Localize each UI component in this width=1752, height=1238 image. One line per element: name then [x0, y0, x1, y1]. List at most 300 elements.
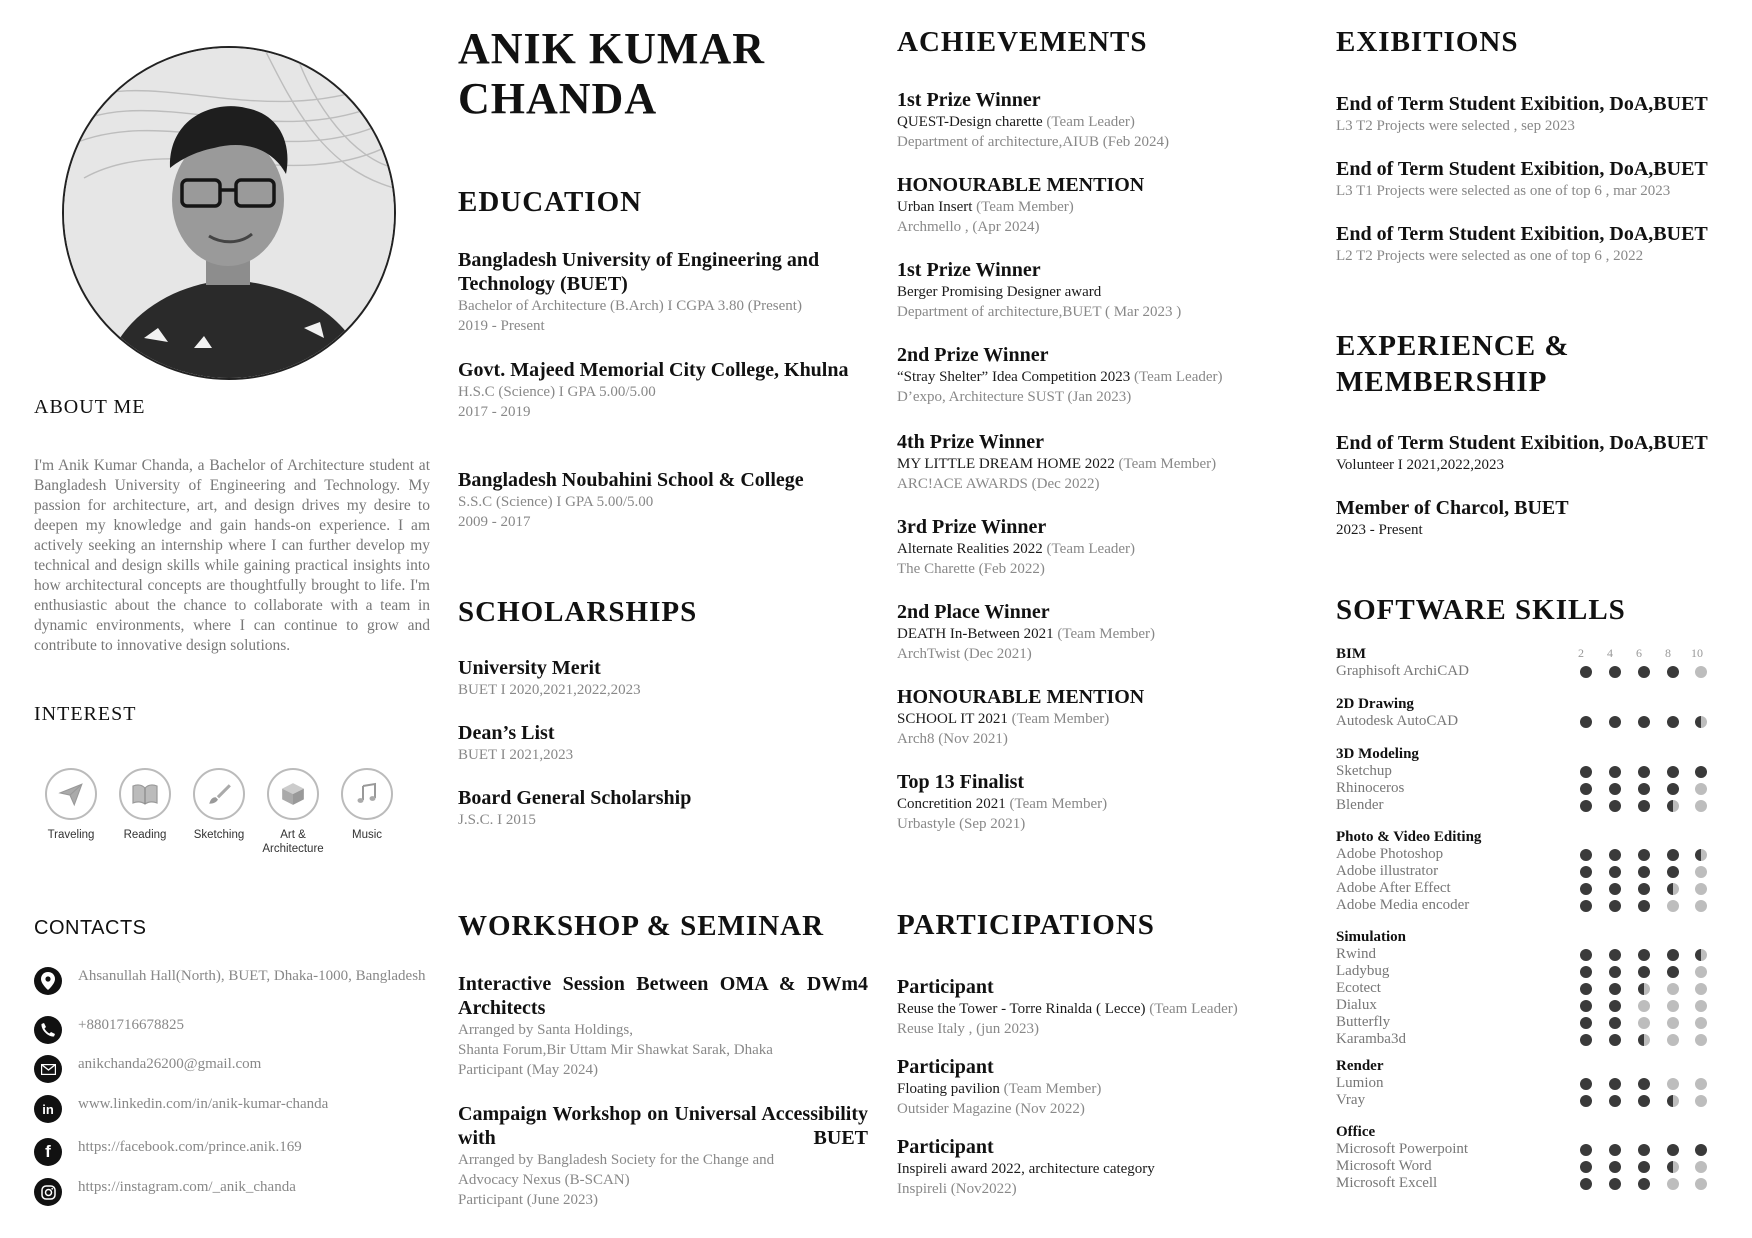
achievement-org: D’expo, Architecture SUST (Jan 2023)	[897, 389, 1132, 405]
achievement-role: (Team Member)	[972, 199, 1074, 215]
skill-level-dot	[1695, 949, 1707, 961]
education-item	[458, 358, 868, 422]
skill-level-dot	[1695, 800, 1707, 812]
software-name: Microsoft Excell	[1336, 1175, 1438, 1191]
skill-level-dot	[1638, 1178, 1650, 1190]
achievements-heading: ACHIEVEMENTS	[897, 26, 1148, 58]
skill-level-dot	[1638, 1078, 1650, 1090]
software-skill-row	[1336, 946, 1716, 963]
interest-label: Sketching	[193, 829, 245, 841]
participation-event: Reuse the Tower - Torre Rinalda ( Lecce)	[897, 1001, 1146, 1017]
achievement-title: HONOURABLE MENTION	[897, 174, 1145, 196]
skill-level-dot	[1638, 983, 1650, 995]
skill-level-dot	[1609, 900, 1621, 912]
interest-label: Art & Architecture	[262, 829, 324, 855]
software-group-heading: Photo & Video Editing	[1336, 829, 1482, 845]
skill-level-dot	[1638, 1000, 1650, 1012]
skill-level-dot	[1695, 1178, 1707, 1190]
skill-level-dot	[1667, 716, 1679, 728]
facebook-icon: f	[34, 1138, 62, 1166]
workshop-title	[458, 1102, 868, 1150]
skill-level-dot	[1667, 1144, 1679, 1156]
participation-org: Inspireli (Nov2022)	[897, 1181, 1017, 1197]
software-skill-row	[1336, 713, 1716, 730]
software-skill-row	[1336, 780, 1716, 797]
email-icon	[34, 1055, 62, 1083]
participation-role: (Team Member)	[999, 1081, 1102, 1097]
scale-label: 8	[1665, 646, 1671, 660]
education-detail: S.S.C (Science) I GPA 5.00/5.00	[458, 494, 654, 510]
skill-level-dot	[1695, 966, 1707, 978]
software-skill-row	[1336, 1031, 1716, 1048]
education-detail: H.S.C (Science) I GPA 5.00/5.00	[458, 384, 656, 400]
skill-level-dot	[1638, 966, 1650, 978]
workshop-item	[458, 1102, 868, 1210]
software-heading: SOFTWARE SKILLS	[1336, 594, 1626, 626]
contact-text: https://instagram.com/_anik_chanda	[78, 1179, 296, 1195]
about-text: I'm Anik Kumar Chanda, a Bachelor of Architecture student at Bangladesh University of Engineering and Technology. My passion for architecture, art, and design drives my desire to deepen my knowledge and gain hands-on experience. I am actively seeking an internship where I can further develop my technical and design skills while gaining practical insights into how architectural concepts are thoughtfully brought to life. I'm enthusiastic about the chance to collaborate with a team in dynamic environments, where I can continue to grow and contribute to innovative design solutions.	[34, 457, 430, 654]
achievement-item	[897, 173, 1297, 237]
experience-heading	[1336, 328, 1570, 400]
achievement-title: Top 13 Finalist	[897, 771, 1025, 793]
skill-level-dot	[1609, 1017, 1621, 1029]
workshop-line: Participant (June 2023)	[458, 1192, 598, 1208]
exhibition-detail: L3 T1 Projects were selected as one of top 6 , mar 2023	[1336, 183, 1671, 199]
education-title: Bangladesh Noubahini School & College	[458, 469, 804, 491]
achievement-title: HONOURABLE MENTION	[897, 686, 1145, 708]
paper-plane-icon	[45, 768, 97, 820]
skill-level-dot	[1695, 716, 1707, 728]
contact-instagram[interactable]	[34, 1178, 426, 1206]
skill-level-dot	[1609, 783, 1621, 795]
cube-icon	[267, 768, 319, 820]
software-skill-row	[1336, 997, 1716, 1014]
interest-reading	[108, 768, 182, 842]
contact-text: https://facebook.com/prince.anik.169	[78, 1139, 302, 1155]
software-name: Rwind	[1336, 946, 1377, 962]
scale-label: 2	[1578, 646, 1584, 660]
skill-level-dot	[1580, 900, 1592, 912]
skill-level-dot	[1580, 716, 1592, 728]
interest-label: Music	[351, 829, 383, 841]
skill-level-dot	[1580, 849, 1592, 861]
contact-linkedin[interactable]	[34, 1095, 426, 1123]
achievement-role: (Team Leader)	[1042, 541, 1136, 557]
achievement-title: 3rd Prize Winner	[897, 516, 1047, 538]
skill-level-dot	[1695, 1078, 1707, 1090]
achievement-event: Concretition 2021	[897, 796, 1006, 812]
skill-level-dot	[1638, 1161, 1650, 1173]
scholarship-item	[458, 786, 868, 830]
experience-item	[1336, 431, 1736, 475]
interest-heading: INTEREST	[34, 703, 137, 725]
skill-level-dot	[1609, 1095, 1621, 1107]
contact-text: +8801716678825	[78, 1017, 184, 1033]
interest-sketching	[182, 768, 256, 842]
skill-level-dot	[1580, 800, 1592, 812]
software-name: Sketchup	[1336, 763, 1392, 779]
achievement-org: Department of architecture,AIUB (Feb 2024)	[897, 134, 1169, 150]
software-skill-row	[1336, 863, 1716, 880]
skill-level-dot	[1609, 983, 1621, 995]
workshop-line: Advocacy Nexus (B-SCAN)	[458, 1172, 630, 1188]
education-item	[458, 468, 868, 532]
skill-level-dot	[1580, 1144, 1592, 1156]
software-name: Autodesk AutoCAD	[1336, 713, 1459, 729]
skill-level-dot	[1580, 1178, 1592, 1190]
skill-level-dot	[1609, 949, 1621, 961]
skill-level-dot	[1695, 900, 1707, 912]
education-years: 2019 - Present	[458, 318, 545, 334]
achievement-event: Urban Insert	[897, 199, 973, 215]
software-name: Blender	[1336, 797, 1384, 813]
skill-level-dot	[1667, 1017, 1679, 1029]
skill-level-dot	[1609, 1000, 1621, 1012]
achievement-role: (Team Leader)	[1130, 369, 1223, 385]
skill-level-dot	[1609, 883, 1621, 895]
person-name	[458, 24, 765, 124]
skill-level-dot	[1667, 1078, 1679, 1090]
software-skill-row	[1336, 1092, 1716, 1109]
software-group-heading: BIM	[1336, 646, 1366, 662]
software-skill-row	[1336, 980, 1716, 997]
experience-heading-line-1: EXPERIENCE &	[1336, 330, 1570, 362]
achievement-item	[897, 770, 1297, 834]
skill-level-dot	[1580, 1095, 1592, 1107]
experience-heading-line-2: MEMBERSHIP	[1336, 366, 1548, 398]
skill-level-dot	[1580, 866, 1592, 878]
skill-level-dot	[1609, 666, 1621, 678]
name-line-2: CHANDA	[458, 74, 658, 123]
achievement-org: ArchTwist (Dec 2021)	[897, 646, 1032, 662]
skill-level-dot	[1638, 1095, 1650, 1107]
education-years: 2017 - 2019	[458, 404, 531, 420]
software-skill-row	[1336, 897, 1716, 914]
achievement-role: (Team Member)	[1005, 796, 1108, 812]
skill-level-dot	[1638, 949, 1650, 961]
software-name: Graphisoft ArchiCAD	[1336, 663, 1469, 679]
scholarship-detail: J.S.C. I 2015	[458, 812, 536, 828]
phone-icon	[34, 1016, 62, 1044]
participation-org: Outsider Magazine (Nov 2022)	[897, 1101, 1085, 1117]
skill-level-dot	[1695, 1161, 1707, 1173]
skill-level-dot	[1695, 1034, 1707, 1046]
software-skill-row	[1336, 1175, 1716, 1192]
participation-role: (Team Leader)	[1145, 1001, 1238, 1017]
scholarship-title: Dean’s List	[458, 722, 555, 744]
skill-level-dot	[1609, 966, 1621, 978]
scholarship-title: Board General Scholarship	[458, 787, 692, 809]
achievement-item	[897, 343, 1297, 407]
scholarship-detail: BUET I 2021,2023	[458, 747, 574, 763]
profile-photo-art	[64, 48, 394, 378]
achievement-event: Berger Promising Designer award	[897, 284, 1102, 300]
skill-level-dot	[1667, 1161, 1679, 1173]
skill-level-dot	[1695, 1095, 1707, 1107]
achievement-event: MY LITTLE DREAM HOME 2022	[897, 456, 1115, 472]
skill-level-dot	[1609, 766, 1621, 778]
skill-level-dot	[1667, 800, 1679, 812]
skill-level-dot	[1638, 1017, 1650, 1029]
music-note-icon	[341, 768, 393, 820]
software-group-heading: 2D Drawing	[1336, 696, 1414, 712]
skill-level-dot	[1580, 966, 1592, 978]
skill-level-dot	[1667, 900, 1679, 912]
achievement-item	[897, 515, 1297, 579]
exhibitions-heading: EXIBITIONS	[1336, 26, 1519, 58]
workshop-line: Arranged by Santa Holdings,	[458, 1022, 633, 1038]
workshop-line: Arranged by Bangladesh Society for the Change and	[458, 1152, 775, 1168]
software-skill-row	[1336, 963, 1716, 980]
experience-detail: Volunteer I 2021,2022,2023	[1336, 457, 1505, 473]
skill-level-dot	[1695, 1017, 1707, 1029]
skill-level-dot	[1609, 1078, 1621, 1090]
contact-text: www.linkedin.com/in/anik-kumar-chanda	[78, 1096, 329, 1112]
brush-icon	[193, 768, 245, 820]
participation-org: Reuse Italy , (jun 2023)	[897, 1021, 1040, 1037]
achievement-title: 1st Prize Winner	[897, 89, 1041, 111]
interest-label: Traveling	[47, 829, 95, 841]
participation-item	[897, 1135, 1297, 1199]
skill-level-dot	[1695, 1000, 1707, 1012]
achievement-item	[897, 600, 1297, 664]
achievement-org: Arch8 (Nov 2021)	[897, 731, 1008, 747]
scholarships-heading: SCHOLARSHIPS	[458, 596, 698, 628]
software-name: Ecotect	[1336, 980, 1381, 996]
skill-level-dot	[1609, 1178, 1621, 1190]
exhibition-item	[1336, 222, 1736, 266]
skill-level-dot	[1580, 1017, 1592, 1029]
scale-label: 6	[1636, 646, 1642, 660]
achievement-org: Department of architecture,BUET ( Mar 2023 )	[897, 304, 1182, 320]
skill-level-dot	[1695, 783, 1707, 795]
contact-email[interactable]	[34, 1055, 426, 1083]
skill-level-dot	[1580, 666, 1592, 678]
workshop-heading: WORKSHOP & SEMINAR	[458, 910, 825, 942]
skill-level-dot	[1667, 1000, 1679, 1012]
software-skill-row	[1336, 1014, 1716, 1031]
contact-phone[interactable]	[34, 1016, 426, 1044]
participation-item	[897, 975, 1297, 1039]
achievement-org: ARC!ACE AWARDS (Dec 2022)	[897, 476, 1100, 492]
exhibition-title: End of Term Student Exibition, DoA,BUET	[1336, 158, 1708, 180]
profile-photo	[62, 46, 396, 380]
skill-level-dot	[1667, 766, 1679, 778]
skill-level-dot	[1638, 1034, 1650, 1046]
software-group-heading: Office	[1336, 1124, 1376, 1140]
achievement-title: 1st Prize Winner	[897, 259, 1041, 281]
achievement-role: (Team Leader)	[1046, 114, 1135, 130]
achievement-item	[897, 258, 1297, 322]
software-name: Adobe illustrator	[1336, 863, 1439, 879]
exhibition-title: End of Term Student Exibition, DoA,BUET	[1336, 93, 1708, 115]
achievement-event: QUEST-Design charette	[897, 114, 1043, 130]
scholarship-detail: BUET I 2020,2021,2022,2023	[458, 682, 641, 698]
participation-title: Participant	[897, 976, 994, 998]
skill-level-dot	[1638, 800, 1650, 812]
achievement-item	[897, 430, 1297, 494]
exhibition-detail: L3 T2 Projects were selected , sep 2023	[1336, 118, 1575, 134]
software-name: Microsoft Powerpoint	[1336, 1141, 1469, 1157]
software-name: Adobe Photoshop	[1336, 846, 1444, 862]
education-detail: Bachelor of Architecture (B.Arch) I CGPA 3.80 (Present)	[458, 298, 802, 314]
skill-level-dot	[1580, 983, 1592, 995]
achievement-role: (Team Member)	[1053, 626, 1156, 642]
book-icon	[119, 768, 171, 820]
achievement-org: Urbastyle (Sep 2021)	[897, 816, 1026, 832]
instagram-icon	[34, 1178, 62, 1206]
skill-level-dot	[1667, 1095, 1679, 1107]
software-skill-row	[1336, 846, 1716, 863]
achievement-org: Archmello , (Apr 2024)	[897, 219, 1040, 235]
skill-level-dot	[1667, 983, 1679, 995]
software-name: Rhinoceros	[1336, 780, 1405, 796]
software-name: Vray	[1336, 1092, 1366, 1108]
education-years: 2009 - 2017	[458, 514, 531, 530]
skill-level-dot	[1667, 883, 1679, 895]
scholarship-item	[458, 656, 868, 700]
software-group-heading: Render	[1336, 1058, 1384, 1074]
location-pin-icon	[34, 967, 62, 995]
about-heading: ABOUT ME	[34, 396, 146, 418]
education-heading: EDUCATION	[458, 186, 643, 218]
education-item	[458, 248, 868, 336]
exhibition-item	[1336, 92, 1736, 136]
skill-level-dot	[1695, 866, 1707, 878]
skill-level-dot	[1667, 1034, 1679, 1046]
contacts-heading: CONTACTS	[34, 917, 147, 939]
software-name: Karamba3d	[1336, 1031, 1406, 1047]
interest-label: Reading	[123, 829, 167, 841]
exhibition-title: End of Term Student Exibition, DoA,BUET	[1336, 223, 1708, 245]
software-skill-row	[1336, 1075, 1716, 1092]
software-name: Ladybug	[1336, 963, 1390, 979]
contact-facebook[interactable]	[34, 1138, 426, 1166]
achievement-item	[897, 88, 1297, 152]
skill-level-dot	[1638, 900, 1650, 912]
achievement-title: 2nd Prize Winner	[897, 344, 1049, 366]
skill-level-dot	[1667, 783, 1679, 795]
skill-level-dot	[1609, 866, 1621, 878]
workshop-item	[458, 972, 868, 1080]
skill-level-dot	[1638, 1144, 1650, 1156]
interest-traveling	[34, 768, 108, 842]
skill-level-dot	[1580, 1000, 1592, 1012]
skill-level-dot	[1667, 866, 1679, 878]
skill-level-dot	[1667, 666, 1679, 678]
software-skill-row	[1336, 880, 1716, 897]
software-name: Dialux	[1336, 997, 1377, 1013]
software-name: Adobe After Effect	[1336, 880, 1451, 896]
participation-event: Floating pavilion	[897, 1081, 1000, 1097]
scale-label: 10	[1691, 646, 1703, 660]
skill-level-dot	[1580, 949, 1592, 961]
skill-level-dot	[1638, 766, 1650, 778]
name-line-1: ANIK KUMAR	[458, 24, 765, 73]
achievement-event: DEATH In-Between 2021	[897, 626, 1054, 642]
skill-level-dot	[1580, 1078, 1592, 1090]
scholarship-item	[458, 721, 868, 765]
interest-art-architecture	[256, 768, 330, 856]
participation-title: Participant	[897, 1056, 994, 1078]
skill-level-dot	[1638, 666, 1650, 678]
skill-level-dot	[1695, 666, 1707, 678]
software-skill-row	[1336, 663, 1716, 680]
interest-music	[330, 768, 404, 842]
education-title: Bangladesh University of Engineering and Technology (BUET)	[458, 249, 820, 295]
software-name: Microsoft Word	[1336, 1158, 1432, 1174]
skill-level-dot	[1580, 883, 1592, 895]
skill-level-dot	[1638, 716, 1650, 728]
linkedin-icon: in	[34, 1095, 62, 1123]
contact-address	[34, 967, 426, 995]
skill-level-dot	[1638, 783, 1650, 795]
achievement-title: 2nd Place Winner	[897, 601, 1050, 623]
skill-level-dot	[1580, 766, 1592, 778]
achievement-event: SCHOOL IT 2021	[897, 711, 1008, 727]
software-skill-row	[1336, 763, 1716, 780]
contact-text: anikchanda26200@gmail.com	[78, 1056, 262, 1072]
exhibition-detail: L2 T2 Projects were selected as one of top 6 , 2022	[1336, 248, 1644, 264]
skill-level-dot	[1609, 1034, 1621, 1046]
participation-event: Inspireli award 2022, architecture category	[897, 1161, 1155, 1177]
skill-level-dot	[1580, 1161, 1592, 1173]
software-group-heading: Simulation	[1336, 929, 1407, 945]
contact-text: Ahsanullah Hall(North), BUET, Dhaka-1000, Bangladesh	[78, 968, 426, 984]
experience-title: Member of Charcol, BUET	[1336, 497, 1569, 519]
skill-level-dot	[1667, 949, 1679, 961]
skill-level-dot	[1695, 766, 1707, 778]
achievement-role: (Team Member)	[1007, 711, 1110, 727]
software-skill-row	[1336, 1158, 1716, 1175]
skill-level-dot	[1638, 883, 1650, 895]
achievement-event: Alternate Realities 2022	[897, 541, 1043, 557]
skill-level-dot	[1609, 1144, 1621, 1156]
achievement-item	[897, 685, 1297, 749]
software-name: Lumion	[1336, 1075, 1384, 1091]
skill-level-dot	[1638, 849, 1650, 861]
skill-level-dot	[1638, 866, 1650, 878]
skill-level-dot	[1609, 1161, 1621, 1173]
workshop-title-text: Campaign Workshop on Universal Accessibility with BUET	[458, 1103, 868, 1149]
scale-label: 4	[1607, 646, 1613, 660]
achievement-event: “Stray Shelter” Idea Competition 2023	[897, 369, 1131, 385]
skill-level-dot	[1609, 716, 1621, 728]
software-skill-row	[1336, 797, 1716, 814]
skill-level-dot	[1695, 1144, 1707, 1156]
achievement-role: (Team Member)	[1114, 456, 1217, 472]
skill-level-dot	[1609, 800, 1621, 812]
skill-level-dot	[1667, 966, 1679, 978]
participation-item	[897, 1055, 1297, 1119]
skill-level-dot	[1695, 883, 1707, 895]
skill-level-dot	[1667, 1178, 1679, 1190]
skill-level-dot	[1580, 1034, 1592, 1046]
workshop-line: Shanta Forum,Bir Uttam Mir Shawkat Sarak, Dhaka	[458, 1042, 773, 1058]
software-name: Adobe Media encoder	[1336, 897, 1470, 913]
software-skill-row	[1336, 1141, 1716, 1158]
education-title: Govt. Majeed Memorial City College, Khulna	[458, 359, 849, 381]
skill-level-dot	[1580, 783, 1592, 795]
software-group-heading: 3D Modeling	[1336, 746, 1419, 762]
achievement-org: The Charette (Feb 2022)	[897, 561, 1045, 577]
exhibition-item	[1336, 157, 1736, 201]
skill-level-dot	[1695, 849, 1707, 861]
participations-heading: PARTICIPATIONS	[897, 909, 1155, 941]
software-name: Butterfly	[1336, 1014, 1391, 1030]
experience-detail: 2023 - Present	[1336, 522, 1423, 538]
achievement-title: 4th Prize Winner	[897, 431, 1045, 453]
